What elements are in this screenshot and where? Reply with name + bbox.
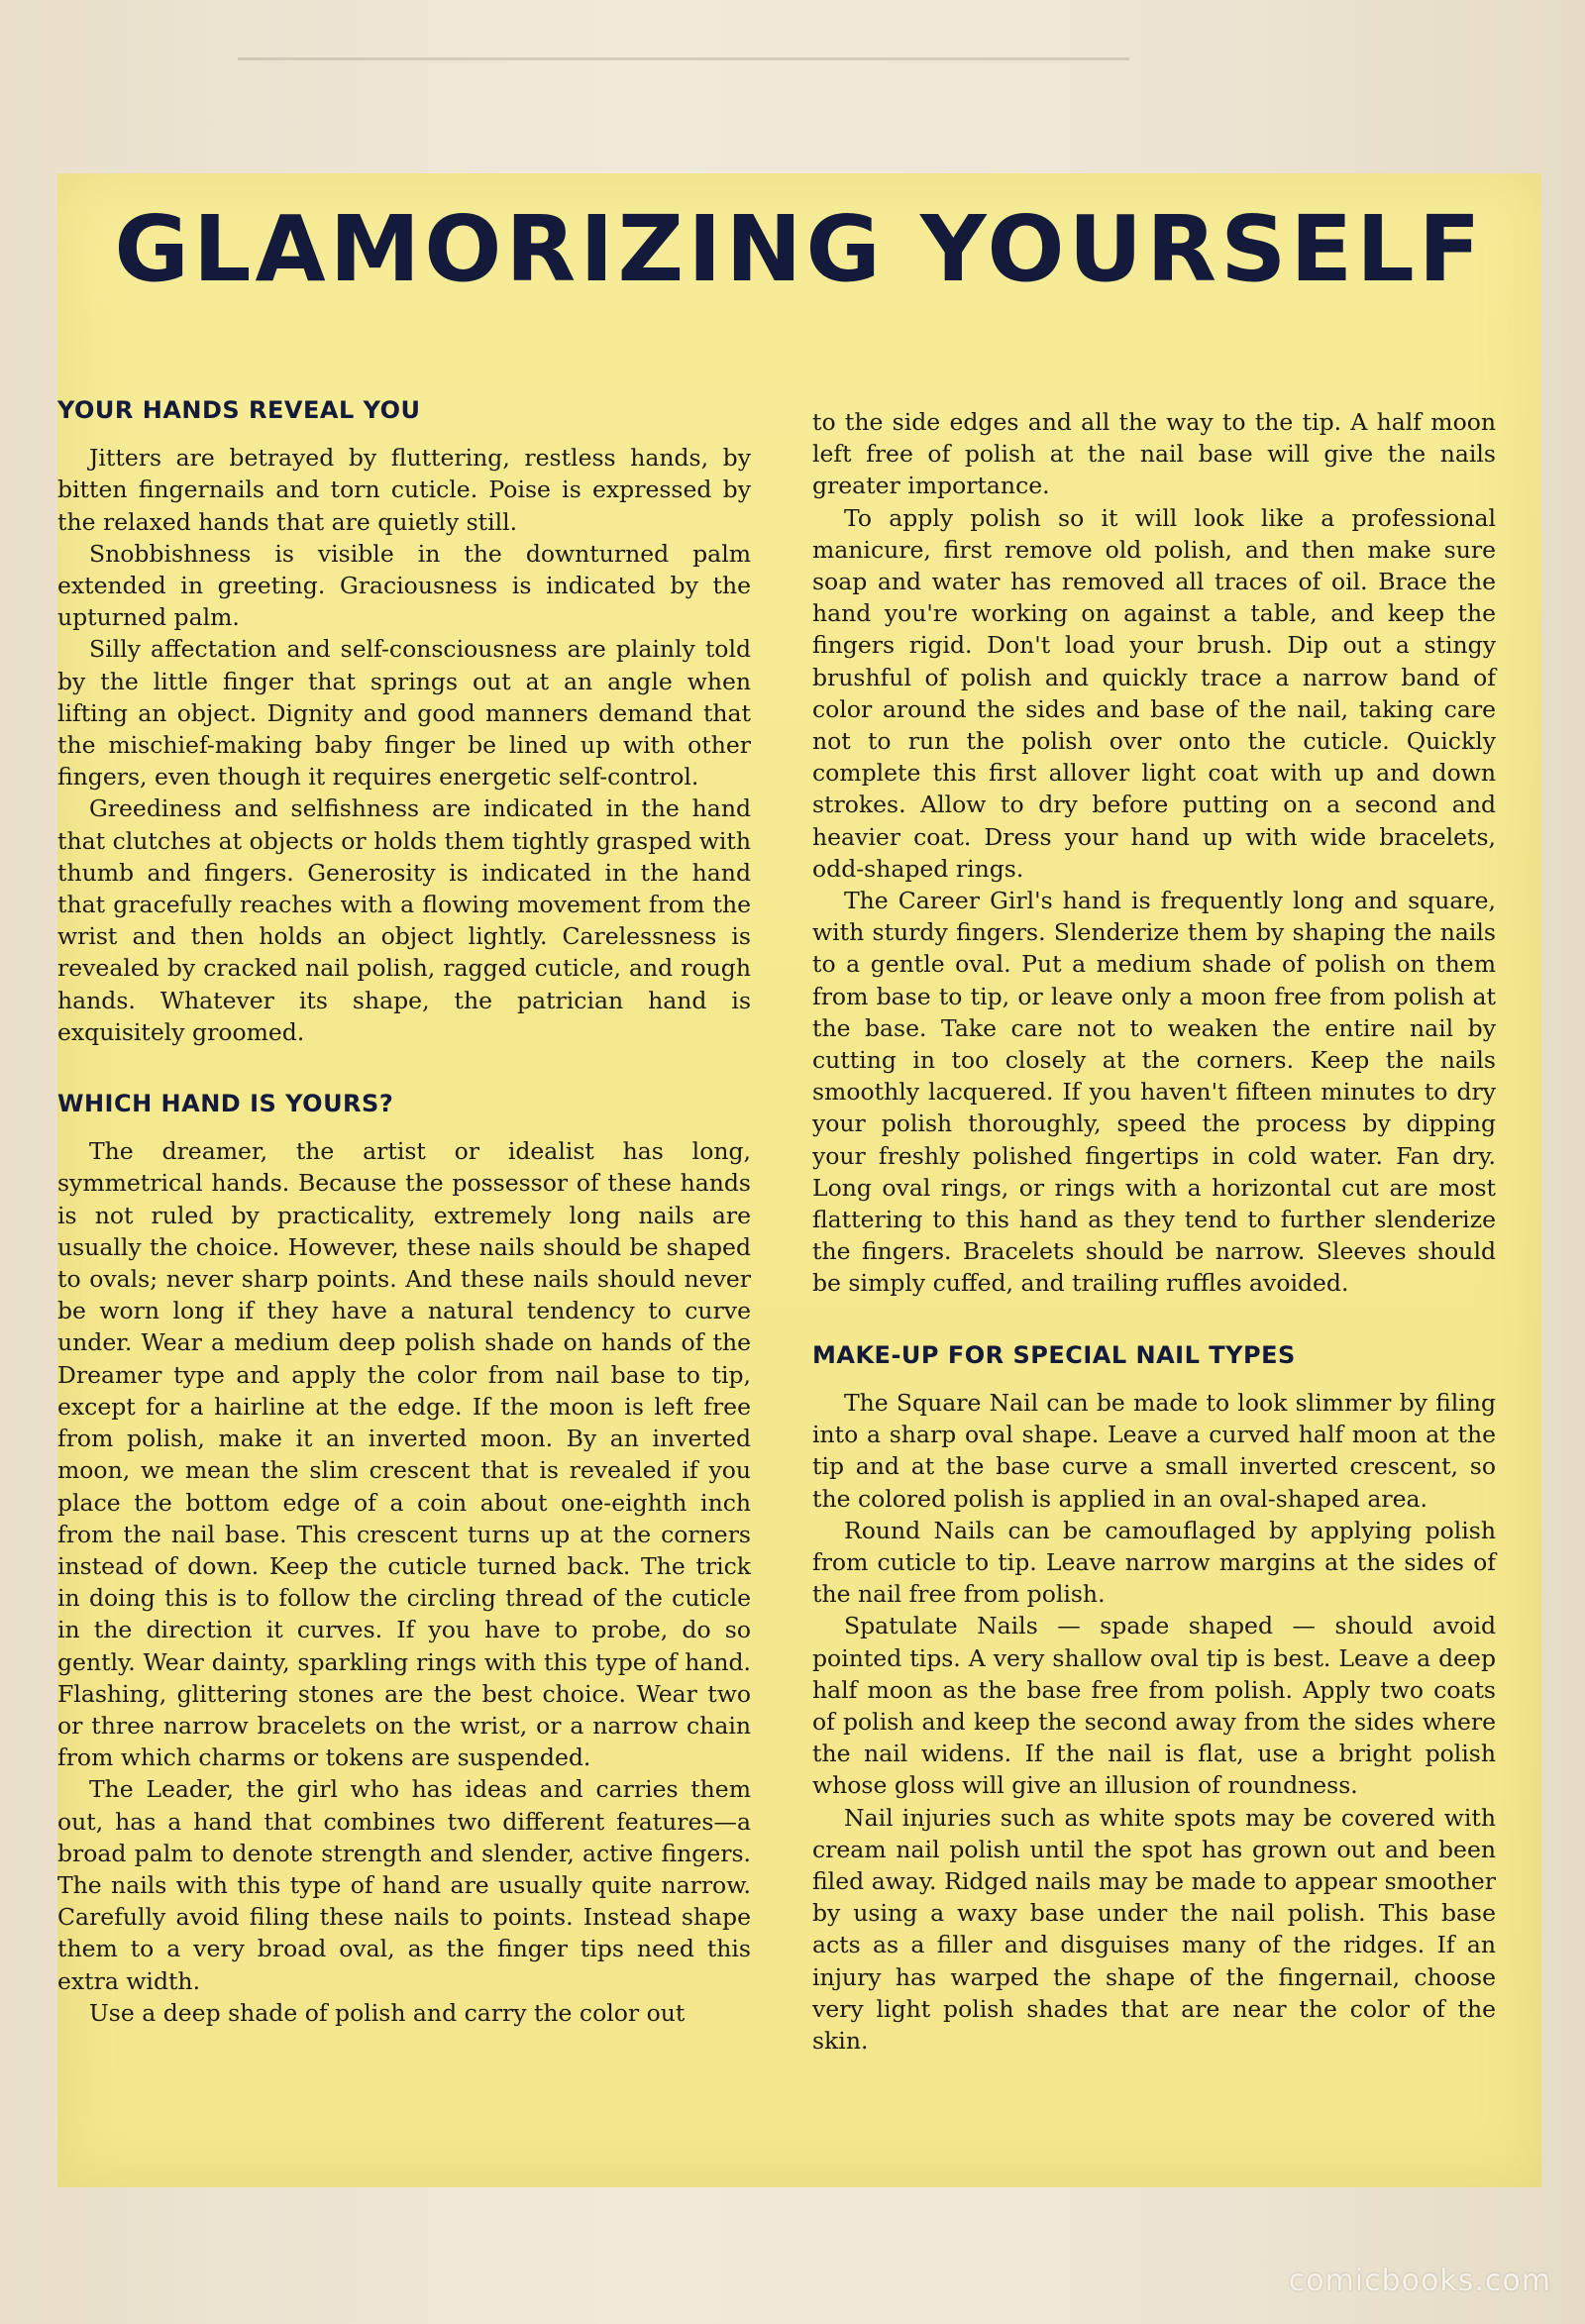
section-heading-hands-reveal: YOUR HANDS REVEAL YOU (57, 396, 421, 424)
article-title: GLAMORIZING YOURSELF (114, 196, 1485, 302)
paragraph: The Square Nail can be made to look slimmer by filing into a sharp oval shape. Leave a curved half moon at the tip and at the base curve a small inverted crescent, so the colored polish is applied in an oval-shaped area. (812, 1388, 1496, 1513)
paragraph: Nail injuries such as white spots may be covered with cream nail polish until the spot has grown out and been filed away. Ridged nails may be made to appear smoother by using a waxy base under the nail polish. This base acts as a filler and disguises many of the ridges. If an injury has warped the shape of the fingernail, choose very light polish shades that are near the color of the skin. (812, 1803, 1496, 2055)
section-heading-nail-types: MAKE-UP FOR SPECIAL NAIL TYPES (812, 1340, 1296, 1369)
bleed-through-mark (238, 57, 1129, 68)
right-column (812, 406, 1496, 2057)
paragraph: The Career Girl's hand is frequently long and square, with sturdy fingers. Slenderize them by shaping the nails to a gentle oval. Put a medium shade of polish on them from base to tip, or leave only a moon free from polish at the base. Take care not to weaken the entire nail by cutting in too closely at the corners. Keep the nails smoothly lacquered. If you haven't fifteen minutes to dry your polish thoroughly, speed the process by dipping your freshly polished fingertips in cold water. Fan dry. Long oval rings, or rings with a horizontal cut are most flattering to this hand as they tend to further slenderize the fingers. Bracelets should be narrow. Sleeves should be simply cuffed, and trailing ruffles avoided. (812, 887, 1496, 1298)
site-watermark: comicbooks.com (1288, 2264, 1551, 2298)
paragraph: To apply polish so it will look like a professional manicure, first remove old polish, and then make sure soap and water has removed all traces of oil. Brace the hand you're working on against a table, and keep the fingers rigid. Don't load your brush. Dip out a stingy brushful of polish and quickly trace a narrow band of color around the sides and base of the nail, taking care not to run the polish over onto the cuticle. Quickly complete this first allover light coat with up and down strokes. Allow to dry before putting on a second and heavier coat. Dress your hand up with wide bracelets, odd-shaped rings. (812, 503, 1496, 883)
paragraph: Snobbishness is visible in the downturned palm extended in greeting. Graciousness is indicated by the upturned palm. (57, 539, 751, 632)
paragraph: Round Nails can be camouflaged by applying polish from cuticle to tip. Leave narrow margins at the sides of the nail free from polish. (812, 1516, 1496, 1609)
left-column (57, 394, 751, 2029)
paragraph: Greediness and selfishness are indicated in the hand that clutches at objects or holds them tightly grasped with thumb and fingers. Generosity is indicated in the hand that gracefully reaches with a flowing movement from the wrist and then holds an object lightly. Carelessness is revealed by cracked nail polish, ragged cuticle, and rough hands. Whatever its shape, the patrician hand is exquisitely groomed. (57, 794, 751, 1046)
paragraph: The dreamer, the artist or idealist has long, symmetrical hands. Because the possessor of these hands is not ruled by practicality, extremely long nails are usually the choice. However, these nails should be shaped to ovals; never sharp points. And these nails should never be worn long if they have a natural tendency to curve under. Wear a medium deep polish shade on hands of the Dreamer type and apply the color from nail base to tip, except for a hairline at the edge. If the moon is left free from polish, make it an inverted moon. By an inverted moon, we mean the slim crescent that is revealed if you place the bottom edge of a coin about one-eighth inch from the nail base. This crescent turns up at the corners instead of down. Keep the cuticle turned back. The trick in doing this is to follow the circling thread of the cuticle in the direction it curves. If you have to probe, do so gently. Wear dainty, sparkling rings with this type of hand. Flashing, glittering stones are the best choice. Wear two or three narrow bracelets on the wrist, or a narrow chain from which charms or tokens are suspended. (57, 1137, 751, 1772)
paragraph: Use a deep shade of polish and carry the color out (89, 1998, 686, 2027)
paragraph: Jitters are betrayed by fluttering, restless hands, by bitten fingernails and torn cuticle. Poise is expressed by the relaxed hands that are quietly still. (57, 444, 751, 536)
section-heading-which-hand: WHICH HAND IS YOURS? (57, 1090, 394, 1118)
paragraph: The Leader, the girl who has ideas and carries them out, has a hand that combines two different features—a broad palm to denote strength and slender, active fingers. The nails with this type of hand are usually quite narrow. Carefully avoid filing these nails to points. Instead shape them to a very broad oval, as the finger tips need this extra width. (57, 1775, 751, 1995)
section-gap (57, 1048, 751, 1088)
paragraph-continuation: to the side edges and all the way to the tip. A half moon left free of polish at the nail base will give the nails greater importance. (812, 408, 1496, 500)
section-gap (812, 1300, 1496, 1339)
paragraph: Spatulate Nails — spade shaped — should avoid pointed tips. A very shallow oval tip is best. Leave a deep half moon as the base free from polish. Apply two coats of polish and keep the second away from the sides where the nail widens. If the nail is flat, use a bright polish whose gloss will give an illusion of roundness. (812, 1612, 1496, 1800)
paragraph: Silly affectation and self-consciousness are plainly told by the little finger that springs out at an angle when lifting an object. Dignity and good manners demand that the mischief-making baby finger be lined up with other fingers, even though it requires energetic self-control. (57, 635, 751, 792)
